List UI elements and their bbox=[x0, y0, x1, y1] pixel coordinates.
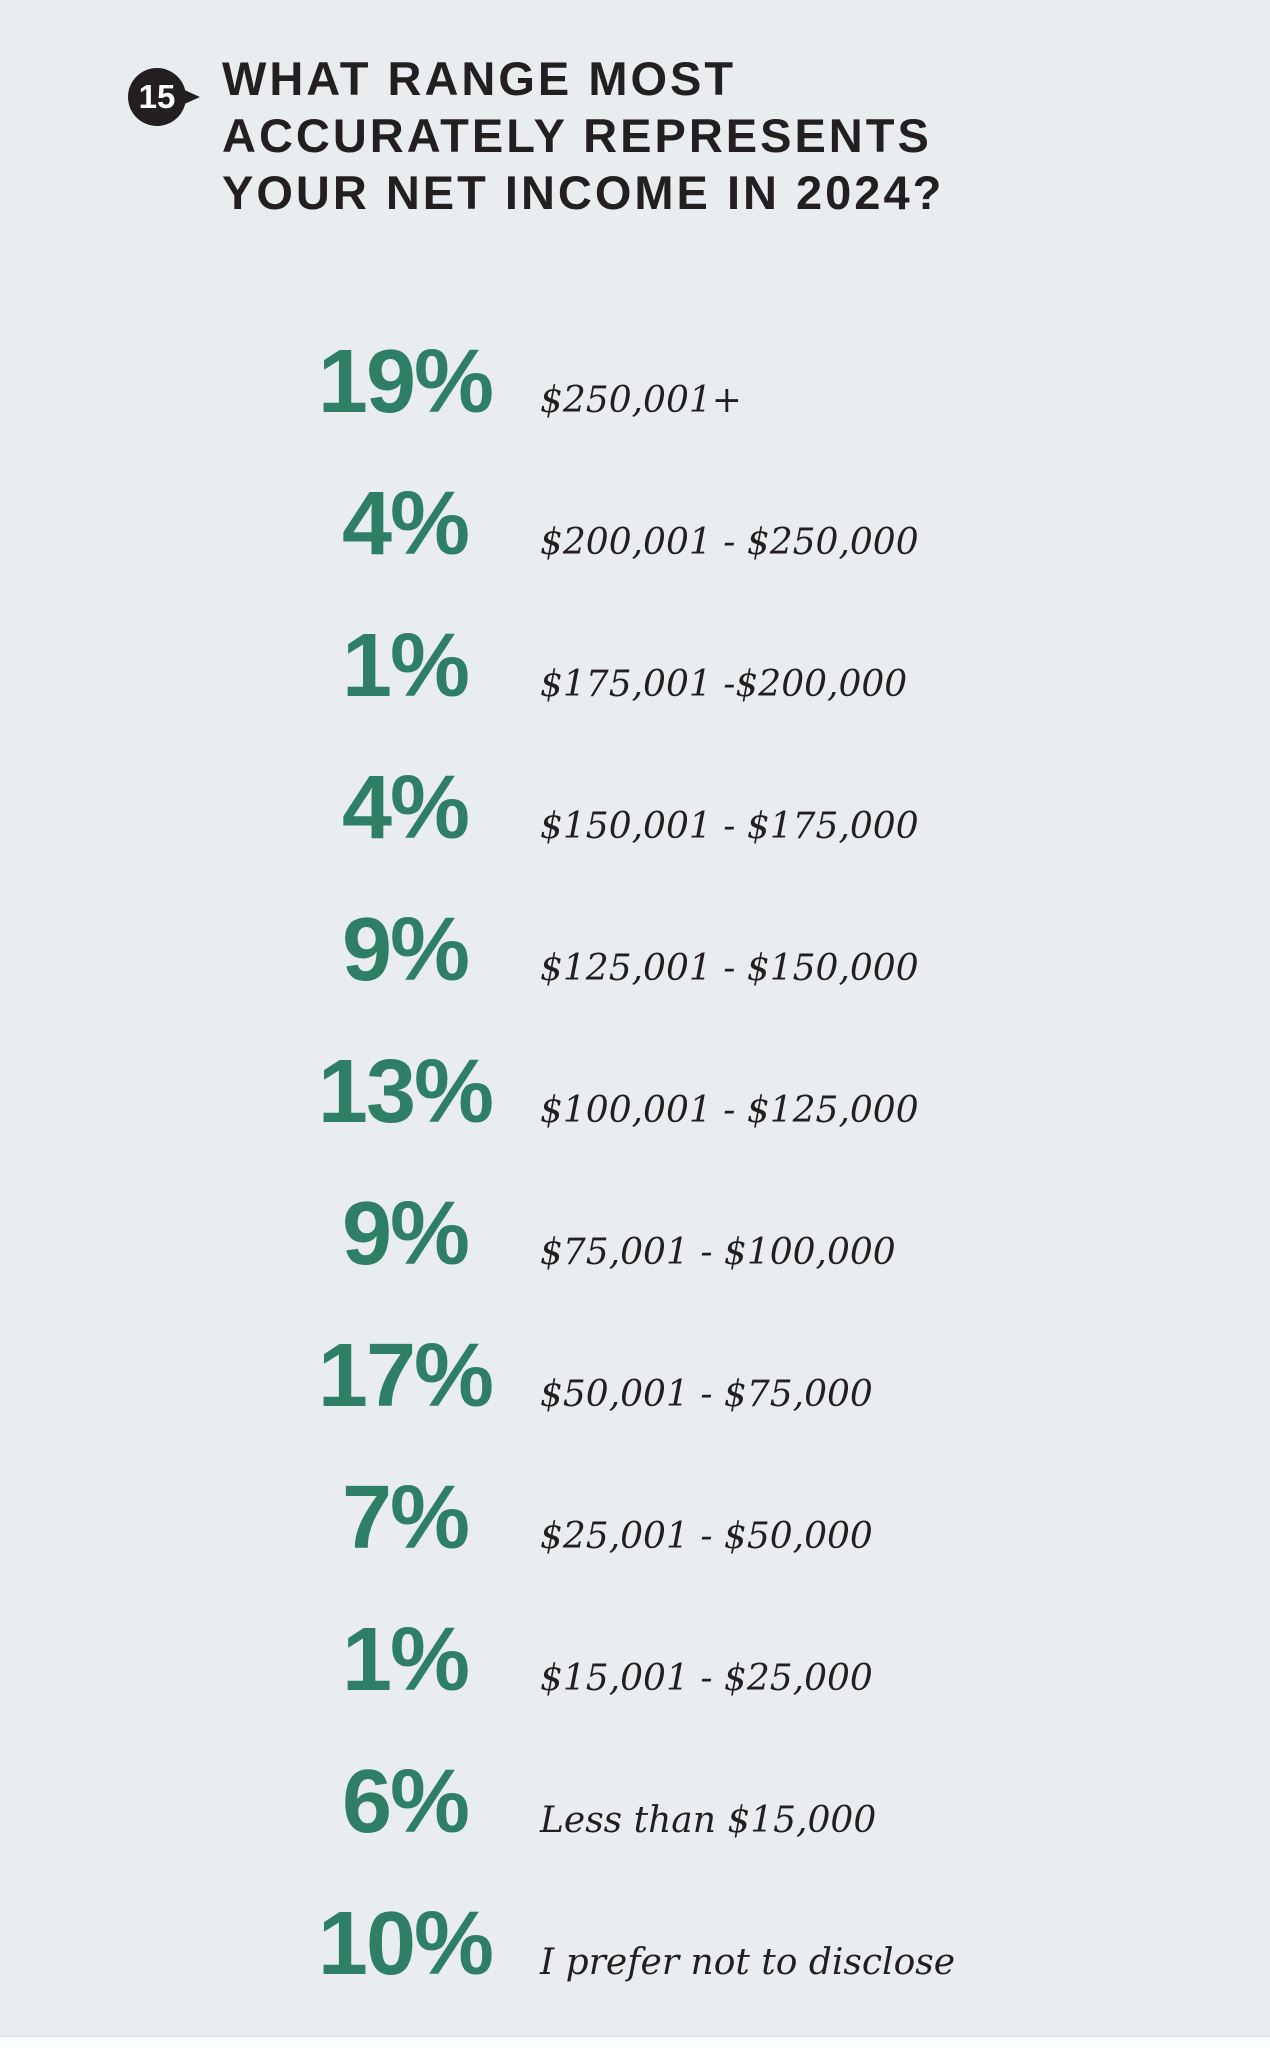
stat-label: Less than $15,000 bbox=[540, 1800, 877, 1841]
stat-percent: 10% bbox=[317, 1894, 493, 1994]
stat-row bbox=[0, 453, 1270, 595]
stat-row bbox=[0, 1305, 1270, 1447]
speech-bubble-tail-icon bbox=[180, 88, 200, 106]
stat-row bbox=[0, 1731, 1270, 1873]
stat-percent: 6% bbox=[341, 1752, 469, 1852]
stat-percent: 13% bbox=[317, 1042, 493, 1142]
stat-label: $150,001 - $175,000 bbox=[540, 806, 919, 847]
question-title bbox=[222, 50, 944, 221]
question-title-line-1: WHAT RANGE MOST bbox=[222, 52, 737, 105]
stat-percent: 1% bbox=[341, 616, 469, 716]
stat-percent: 19% bbox=[317, 332, 493, 432]
stat-label: I prefer not to disclose bbox=[540, 1942, 956, 1983]
stat-row bbox=[0, 1589, 1270, 1731]
stat-row bbox=[0, 879, 1270, 1021]
question-title-line-3: YOUR NET INCOME IN 2024? bbox=[222, 166, 945, 219]
stat-label: $15,001 - $25,000 bbox=[540, 1658, 873, 1699]
stat-label: $25,001 - $50,000 bbox=[540, 1516, 873, 1557]
stat-label: $50,001 - $75,000 bbox=[540, 1374, 873, 1415]
stat-percent: 9% bbox=[341, 900, 469, 1000]
stat-row bbox=[0, 1163, 1270, 1305]
stat-row bbox=[0, 1021, 1270, 1163]
stat-row bbox=[0, 1447, 1270, 1589]
stat-percent: 9% bbox=[341, 1184, 469, 1284]
stat-label: $175,001 -$200,000 bbox=[540, 664, 908, 705]
stat-percent: 4% bbox=[341, 474, 469, 574]
stat-label: $200,001 - $250,000 bbox=[540, 522, 919, 563]
stats-list bbox=[0, 311, 1270, 2015]
stat-row bbox=[0, 311, 1270, 453]
stat-row bbox=[0, 595, 1270, 737]
page-bottom-edge bbox=[0, 2036, 1270, 2048]
stat-percent: 7% bbox=[341, 1468, 469, 1568]
stat-row bbox=[0, 737, 1270, 879]
stat-percent: 17% bbox=[317, 1326, 493, 1426]
stat-percent: 4% bbox=[341, 758, 469, 858]
stat-percent: 1% bbox=[341, 1610, 469, 1710]
stat-row bbox=[0, 1873, 1270, 2015]
stat-label: $250,001+ bbox=[540, 380, 742, 421]
stat-label: $125,001 - $150,000 bbox=[540, 948, 919, 989]
question-title-line-2: ACCURATELY REPRESENTS bbox=[222, 109, 932, 162]
question-number: 15 bbox=[138, 77, 176, 115]
question-number-badge bbox=[128, 68, 186, 126]
stat-label: $75,001 - $100,000 bbox=[540, 1232, 896, 1273]
stat-label: $100,001 - $125,000 bbox=[540, 1090, 919, 1131]
